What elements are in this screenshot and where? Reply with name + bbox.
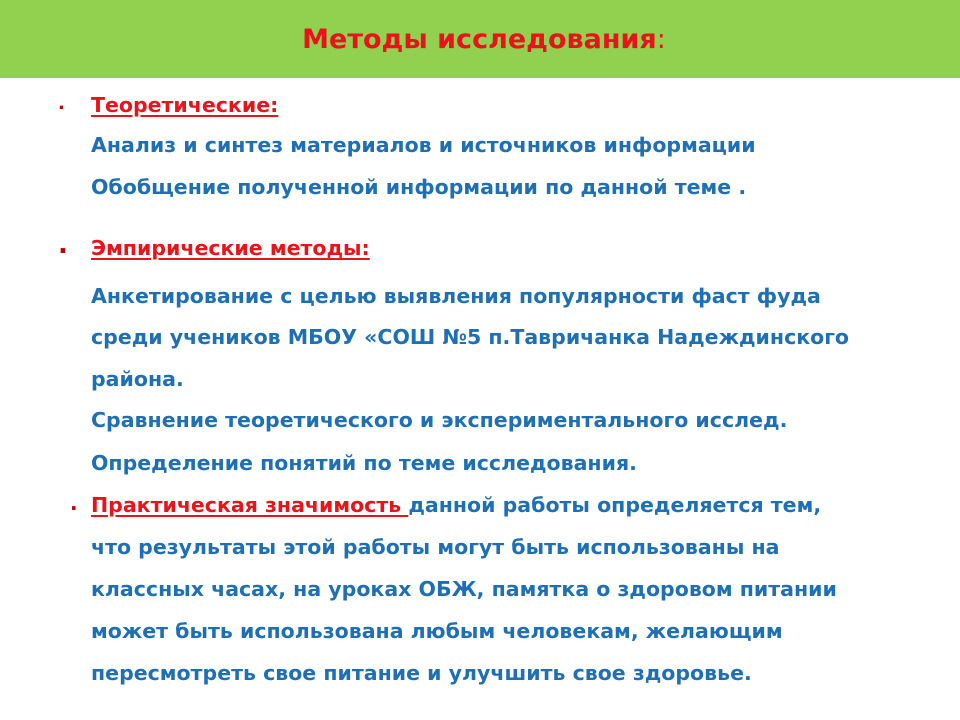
- bullet-practical: .: [70, 491, 78, 515]
- theoretical-heading-text: Теоретические:: [91, 93, 279, 117]
- empirical-line-5: Определение понятий по теме исследования.: [91, 451, 637, 475]
- bullet-theoretical: .: [58, 93, 65, 114]
- theoretical-heading: [91, 91, 278, 119]
- practical-line-0: [91, 491, 821, 519]
- practical-line-3: может быть использована любым человекам, желающим: [91, 619, 783, 643]
- slide-title-colon: :: [656, 23, 666, 55]
- empirical-line-2: среди учеников МБОУ «СОШ №5 п.Тавричанка Надеждинского: [91, 325, 850, 349]
- theoretical-line-1: Анализ и синтез материалов и источников информации: [91, 133, 756, 157]
- empirical-heading: [91, 234, 370, 262]
- practical-first-line-rest: данной работы определяется тем,: [408, 493, 822, 517]
- slide-title-text: Методы исследования: [302, 23, 657, 55]
- empirical-heading-text: Эмпирические методы:: [91, 236, 370, 260]
- practical-heading-text: Практическая значимость: [91, 493, 409, 517]
- practical-line-1: что результаты этой работы могут быть использованы на: [91, 535, 780, 559]
- bullet-empirical: .: [58, 230, 68, 260]
- practical-line-4: пересмотреть свое питание и улучшить свое здоровье.: [91, 661, 752, 685]
- theoretical-line-2: Обобщение полученной информации по данной теме .: [91, 175, 747, 199]
- empirical-line-4: Сравнение теоретического и экспериментального исслед.: [91, 408, 788, 432]
- empirical-line-1: Анкетирование с целью выявления популярности фаст фуда: [91, 284, 821, 308]
- practical-line-2: классных часах, на уроках ОБЖ, памятка о здоровом питании: [91, 577, 837, 601]
- empirical-line-3: района.: [91, 367, 184, 391]
